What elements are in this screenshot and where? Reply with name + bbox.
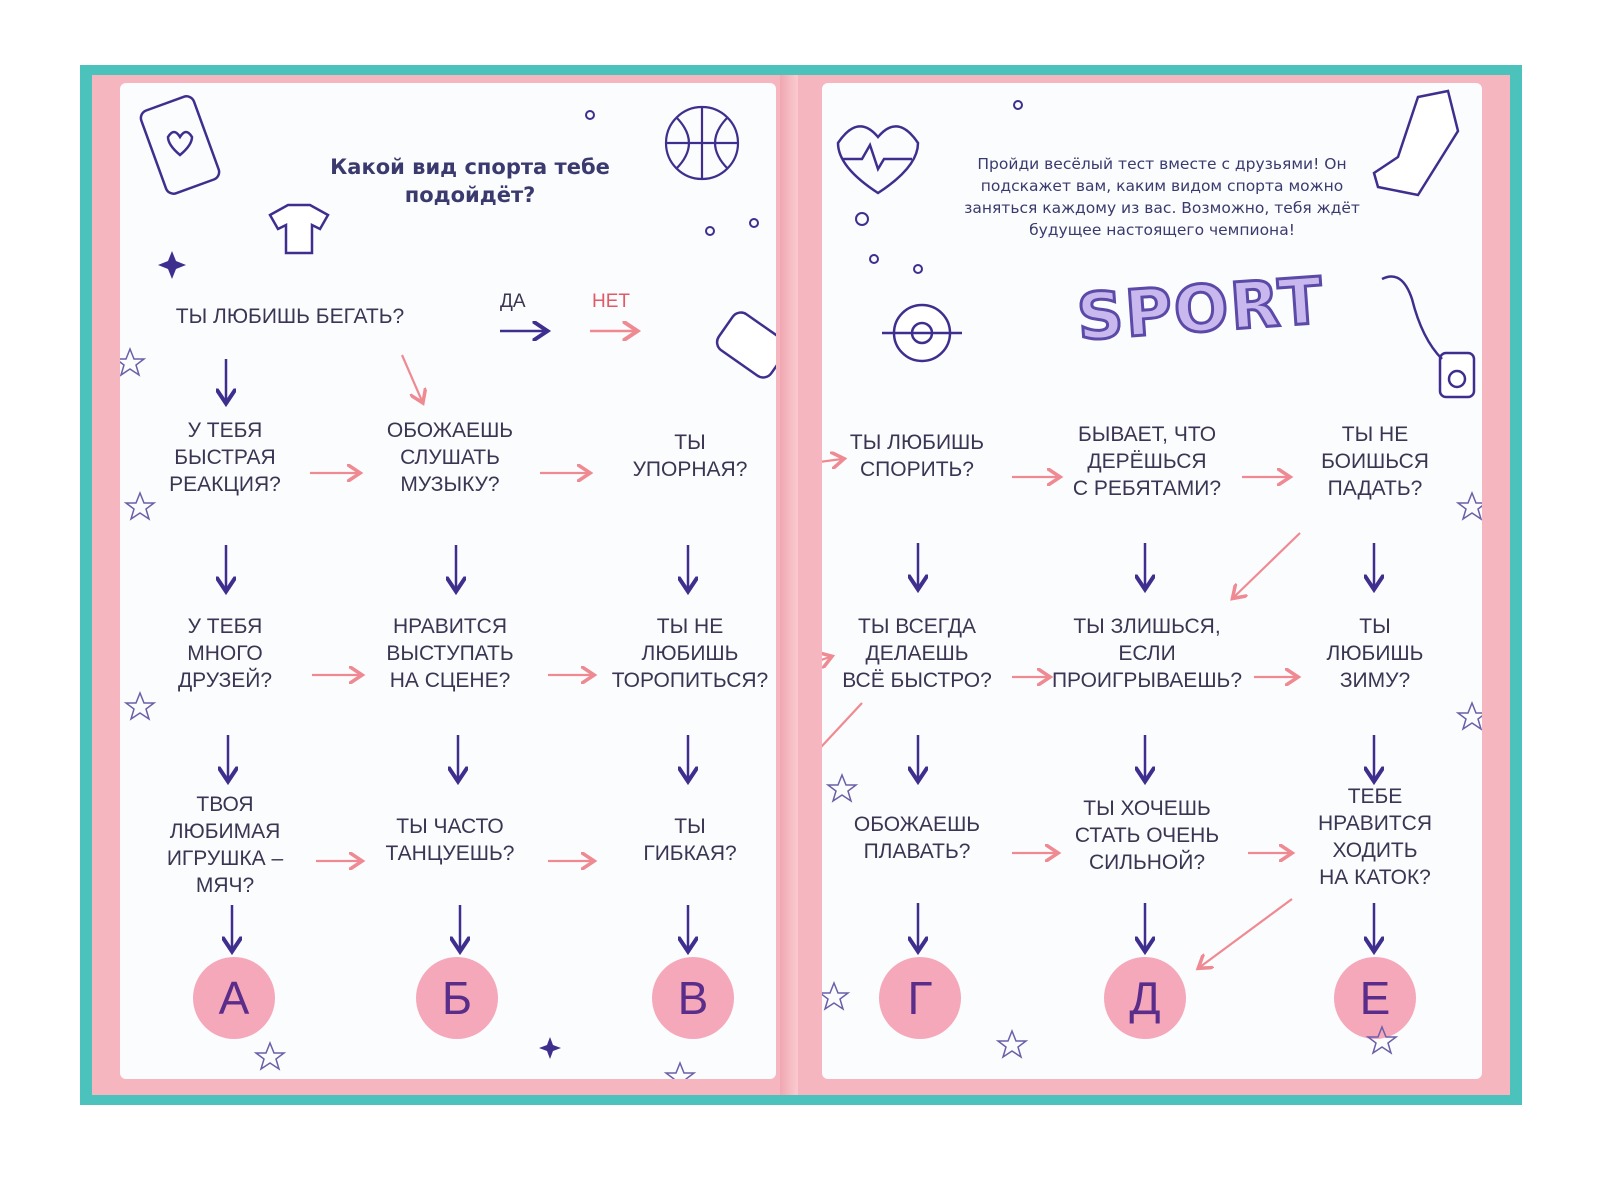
question-r2: БЫВАЕТ, ЧТО ДЕРЁШЬСЯ С РЕБЯТАМИ? xyxy=(1072,423,1222,500)
quiz-title: Какой вид спорта тебе подойдёт? xyxy=(330,155,610,207)
phone-heart-icon xyxy=(139,94,222,196)
question-r3: ТЫ НЕ БОИШЬСЯ ПАДАТЬ? xyxy=(1321,423,1429,500)
star-icon xyxy=(120,349,694,1079)
right-page xyxy=(798,75,1510,1095)
question-l2: У ТЕБЯ БЫСТРАЯ РЕАКЦИЯ? xyxy=(169,419,281,496)
arrow-no xyxy=(822,459,842,463)
basketball-icon xyxy=(666,107,738,179)
question-l7: ТЫ НЕ ЛЮБИШЬ ТОРОПИТЬСЯ? xyxy=(611,615,769,692)
question-r6: ТЫ ЛЮБИШЬ ЗИМУ? xyxy=(1326,615,1424,692)
answer-v: В xyxy=(652,957,734,1039)
sneaker-icon xyxy=(1374,91,1458,195)
dot-icon xyxy=(914,265,922,273)
question-r1: ТЫ ЛЮБИШЬ СПОРИТЬ? xyxy=(849,431,985,481)
left-arrows xyxy=(120,83,776,1079)
question-r4: ТЫ ВСЕГДА ДЕЛАЕШЬ ВСЁ БЫСТРО? xyxy=(842,615,992,692)
question-r9: ТЕБЕ НРАВИТСЯ ХОДИТЬ НА КАТОК? xyxy=(1317,785,1433,889)
tshirt-icon xyxy=(270,205,328,253)
question-r7: ОБОЖАЕШЬ ПЛАВАТЬ? xyxy=(853,813,981,863)
book-spread xyxy=(80,65,1522,1105)
legend-yes: ДА xyxy=(500,291,526,312)
arrow-no xyxy=(1200,899,1292,967)
answer-d: Д xyxy=(1104,957,1186,1039)
question-l4: ТЫ УПОРНАЯ? xyxy=(632,431,748,481)
left-page xyxy=(92,75,792,1095)
arrow-no xyxy=(822,657,830,663)
left-page-content xyxy=(120,83,776,1079)
sport-logo: SPORT xyxy=(1074,264,1327,356)
answer-e: Е xyxy=(1334,957,1416,1039)
quiz-intro: Пройди весёлый тест вместе с друзьями! Он подскажет вам, каким видом спорта можно заняться каждому из вас. Возможно, тебя ждёт будущее настоящего чемпиона! xyxy=(964,155,1360,239)
star-icon xyxy=(822,493,1482,1057)
dot-icon xyxy=(706,227,714,235)
ab-wheel-icon xyxy=(882,305,962,361)
goggles-icon xyxy=(713,309,776,382)
question-l10: ТЫ ГИБКАЯ? xyxy=(643,815,737,865)
right-page-content xyxy=(822,83,1482,1079)
question-l1: ТЫ ЛЮБИШЬ БЕГАТЬ? xyxy=(175,305,405,328)
dot-icon xyxy=(856,213,868,225)
question-r5: ТЫ ЗЛИШЬСЯ, ЕСЛИ ПРОИГРЫВАЕШЬ? xyxy=(1051,615,1243,692)
dot-icon xyxy=(870,255,878,263)
dot-icon xyxy=(750,219,758,227)
question-l9: ТЫ ЧАСТО ТАНЦУЕШЬ? xyxy=(385,815,515,865)
question-l6: НРАВИТСЯ ВЫСТУПАТЬ НА СЦЕНЕ? xyxy=(386,615,514,692)
answer-g: Г xyxy=(879,957,961,1039)
music-player-icon xyxy=(1382,277,1474,398)
sparkle-icon xyxy=(158,251,561,1059)
arrow-no xyxy=(1234,533,1300,597)
dot-icon xyxy=(1014,101,1022,109)
question-l8: ТВОЯ ЛЮБИМАЯ ИГРУШКА – МЯЧ? xyxy=(166,793,284,897)
question-l5: У ТЕБЯ МНОГО ДРУЗЕЙ? xyxy=(177,615,273,692)
legend-no: НЕТ xyxy=(592,291,630,312)
heart-pulse-icon xyxy=(838,126,918,193)
question-l3: ОБОЖАЕШЬ СЛУШАТЬ МУЗЫКУ? xyxy=(386,419,514,496)
answer-a: А xyxy=(193,957,275,1039)
right-arrows xyxy=(822,83,1482,1079)
arrow-no xyxy=(402,355,422,401)
answer-b: Б xyxy=(416,957,498,1039)
question-r8: ТЫ ХОЧЕШЬ СТАТЬ ОЧЕНЬ СИЛЬНОЙ? xyxy=(1074,797,1220,874)
dot-icon xyxy=(586,111,594,119)
